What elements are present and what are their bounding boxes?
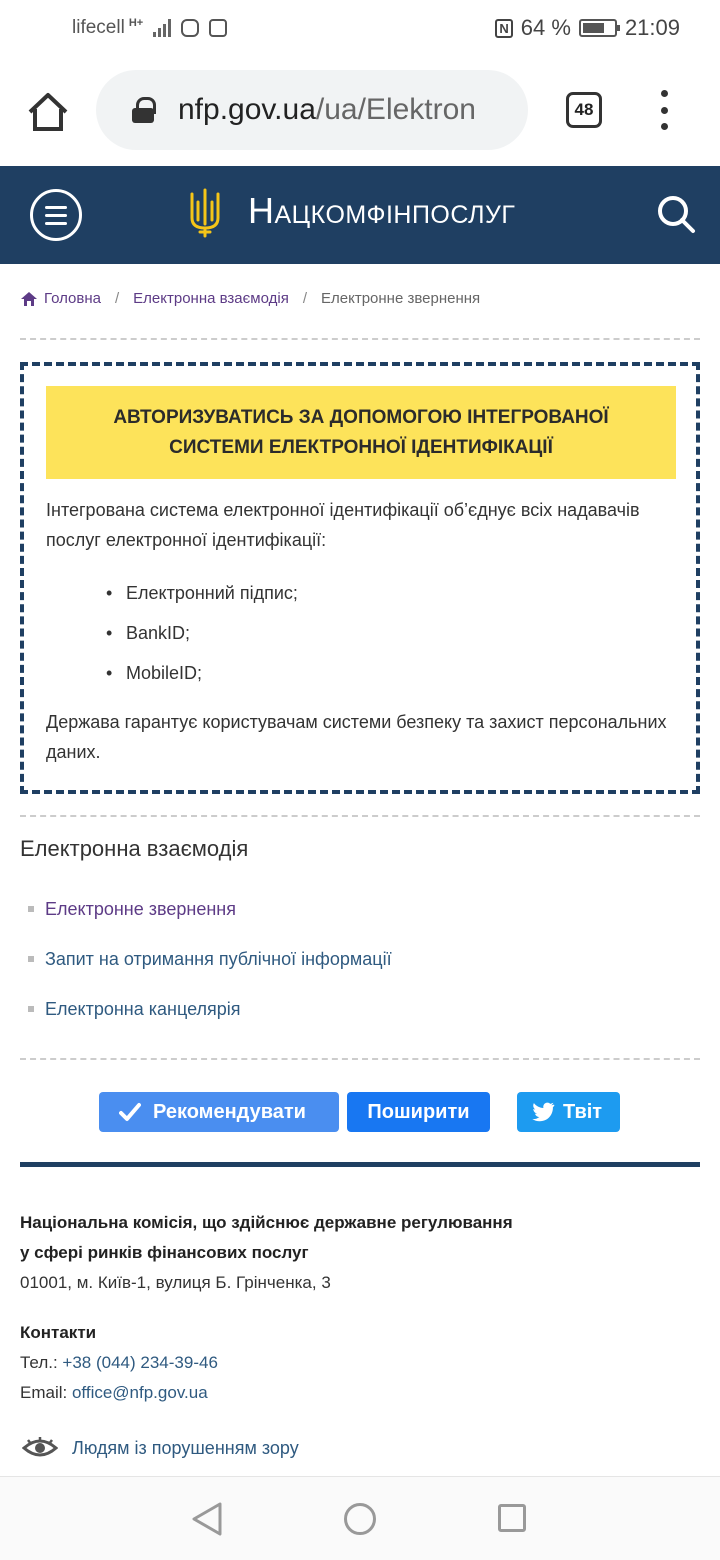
phone-line: [20, 1348, 218, 1378]
related-link-label[interactable]: Запит на отримання публічної інформації: [45, 948, 392, 969]
clock: 21:09: [624, 15, 680, 40]
divider: [20, 815, 700, 817]
list-item: • MobileID;: [106, 653, 674, 693]
system-nav-bar: [0, 1476, 720, 1560]
related-link-label[interactable]: Електронна канцелярія: [45, 998, 241, 1019]
home-nav-icon[interactable]: [344, 1503, 376, 1535]
lock-icon: [132, 97, 154, 123]
tweet-label: Твіт: [563, 1100, 603, 1123]
share-button[interactable]: Поширити: [347, 1092, 490, 1132]
nfc-icon: N: [495, 19, 512, 38]
breadcrumb-home-icon[interactable]: [20, 291, 38, 307]
instagram-icon: [181, 19, 199, 37]
recommend-label: Рекомендувати: [153, 1100, 306, 1123]
breadcrumb-current: Електронне звернення: [321, 290, 481, 307]
footer-org-name: [20, 1208, 513, 1268]
share-buttons: [0, 1092, 720, 1132]
back-icon[interactable]: [190, 1501, 224, 1537]
home-icon[interactable]: [26, 90, 70, 134]
browser-toolbar: [0, 56, 720, 166]
network-type: H+: [128, 17, 144, 29]
related-link-e-office[interactable]: [28, 984, 392, 1034]
news-icon: [209, 19, 227, 37]
site-header: [0, 166, 720, 264]
menu-icon[interactable]: [30, 189, 82, 241]
related-link-public-info[interactable]: [28, 934, 392, 984]
breadcrumb-separator: /: [115, 290, 120, 307]
more-options-icon[interactable]: [656, 90, 672, 130]
phone-link[interactable]: +38 (044) 234-39-46: [62, 1353, 218, 1372]
carrier-name: lifecell: [72, 17, 125, 38]
auth-intro-text: Інтегрована система електронної ідентифікації об’єднує всіх надавачів послуг електронної ідентифікації:: [46, 500, 640, 550]
address-bar[interactable]: [96, 70, 528, 150]
divider: [20, 1058, 700, 1060]
related-link-label[interactable]: Електронне звернення: [45, 898, 236, 919]
email-label: Email:: [20, 1383, 68, 1402]
contacts-title: Контакти: [20, 1323, 97, 1342]
divider: [20, 338, 700, 340]
email-line: [20, 1378, 208, 1408]
footer-address: 01001, м. Київ-1, вулиця Б. Грінченка, 3: [20, 1273, 331, 1292]
site-title[interactable]: Нацкомфінпослуг: [248, 190, 516, 231]
list-item: • Електронний підпис;: [106, 573, 674, 613]
trident-icon: [188, 188, 222, 238]
eye-icon: [22, 1436, 58, 1460]
search-icon[interactable]: [656, 194, 696, 234]
check-icon: [119, 1101, 141, 1123]
auth-banner-button[interactable]: АВТОРИЗУВАТИСЬ ЗА ДОПОМОГОЮ ІНТЕГРОВАНОЇ СИСТЕМИ ЕЛЕКТРОННОЇ ІДЕНТИФІКАЦІЇ: [46, 386, 676, 479]
tab-switcher-button[interactable]: 48: [566, 92, 602, 128]
auth-info-box: [20, 362, 700, 794]
status-bar: [0, 0, 720, 56]
id-methods-list: [106, 573, 674, 693]
twitter-bird-icon: [531, 1102, 555, 1122]
signal-icon: [153, 19, 171, 37]
org-line-2: у сфері ринків фінансових послуг: [20, 1243, 309, 1262]
footer-divider: [20, 1162, 700, 1167]
bullet: [28, 1006, 34, 1012]
status-left: [72, 17, 495, 39]
phone-label: Тел.:: [20, 1353, 58, 1372]
status-right: [495, 15, 680, 41]
url-path: /ua/Elektron: [315, 93, 476, 126]
org-line-1: Національна комісія, що здійснює державне регулювання: [20, 1213, 513, 1232]
battery-percent: 64 %: [520, 15, 571, 40]
accessibility-label: Людям із порушенням зору: [72, 1437, 299, 1458]
list-item: • BankID;: [106, 613, 674, 653]
battery-icon: [579, 19, 617, 37]
accessibility-link[interactable]: [22, 1436, 299, 1460]
breadcrumb-section[interactable]: Електронна взаємодія: [133, 290, 289, 307]
recent-apps-icon[interactable]: [498, 1504, 526, 1532]
recommend-button[interactable]: [99, 1092, 339, 1132]
auth-note-text: Держава гарантує користувачам системи безпеку та захист персональних даних.: [46, 712, 667, 762]
related-section-title: Електронна взаємодія: [20, 836, 249, 861]
url-text[interactable]: [178, 93, 476, 127]
related-links: [28, 884, 392, 1034]
url-host: nfp.gov.ua: [178, 93, 316, 126]
related-link-e-appeal[interactable]: [28, 884, 392, 934]
breadcrumb: [20, 290, 700, 307]
breadcrumb-separator: /: [302, 290, 308, 307]
bullet: [28, 906, 34, 912]
bullet: [28, 956, 34, 962]
email-link[interactable]: office@nfp.gov.ua: [71, 1383, 208, 1402]
breadcrumb-home[interactable]: Головна: [44, 290, 101, 307]
tweet-button[interactable]: [517, 1092, 620, 1132]
